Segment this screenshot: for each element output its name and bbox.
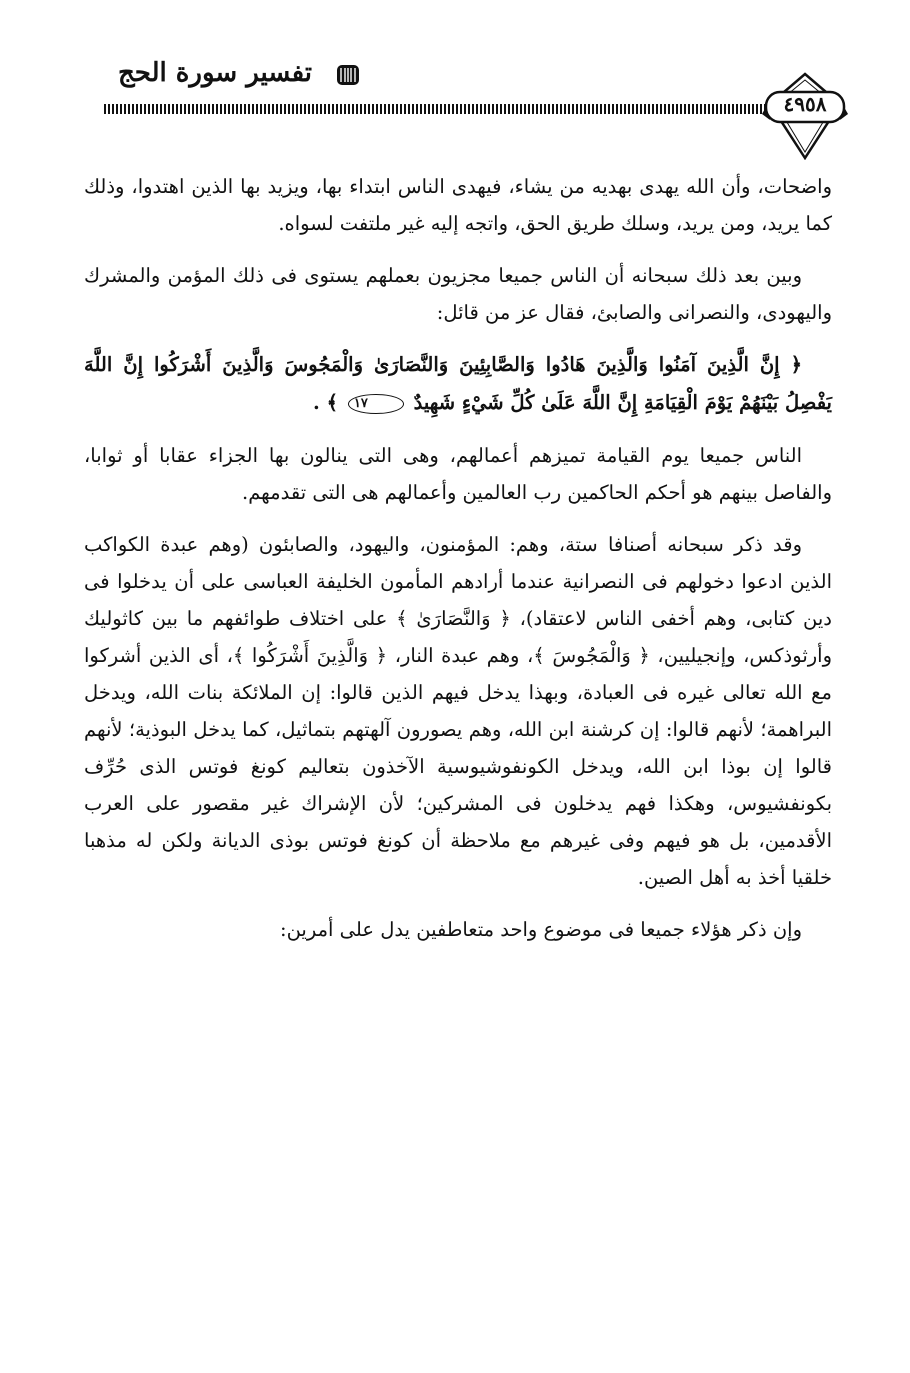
paragraph-two-matters: وإن ذكر هؤلاء جميعا فى موضوع واحد متعاطفين يدل على أمرين: xyxy=(280,918,802,941)
body-text xyxy=(84,168,832,963)
page-number: ٤٩٥٨ xyxy=(783,92,827,116)
ayah-number: ١٧ xyxy=(348,394,404,414)
quran-verse xyxy=(84,346,832,422)
running-header-title: تفسير سورة الحج xyxy=(118,58,312,88)
paragraph-six-groups: وقد ذكر سبحانه أصنافا ستة، وهم: المؤمنون، واليهود، والصابئون (وهم عبدة الكواكب الذين ادعوا دخولهم فى النصرانية عندما أرادهم المأمون الخليفة العباسى على أن يدخلوا فى دين كتابى، وهم أخفى الناس لاعتقاد)، ﴿ وَالنَّصَارَىٰ ﴾ على اختلاف طوائفهم ما بين كاثوليك وأرثوذكس، وإنجيليين، ﴿ وَالْمَجُوسَ ﴾، وهم عبدة النار، ﴿ وَالَّذِينَ أَشْرَكُوا ﴾، أى الذين أشركوا مع الله تعالى غيره فى العبادة، وبهذا يدخل فيهم الذين قالوا: إن الملائكة بنات الله، ويدخل البراهمة؛ لأنهم قالوا: إن كرشنة ابن الله، وهم يصورون آلهتهم بتماثيل، كما يدخل البوذية؛ لأنهم قالوا إن بوذا ابن الله، ويدخل الكونفوشيوسية الآخذون بتعاليم كونغ فوتس الذى حُرِّف بكونفشيوس، وهكذا فهم يدخلون فى المشركين؛ لأن الإشراك غير مقصور على العرب الأقدمين، بل هو فيهم وفى غيرهم مع ملاحظة أن كونغ فوتس بوذى الديانة ولكن له مذهبا خلقيا أخذ به أهل الصين. xyxy=(84,533,832,889)
verse-closing: ﴾ . xyxy=(313,391,339,414)
paragraph-continued: واضحات، وأن الله يهدى بهديه من يشاء، فيهدى الناس ابتداء بها، ويزيد بها الذين اهتدوا، وذلك كما يريد، ومن يريد، وسلك طريق الحق، واتجه إليه غير ملتفت لسواه. xyxy=(84,175,832,235)
rosette-icon xyxy=(335,64,361,86)
paragraph-commentary: الناس جميعا يوم القيامة تميزهم أعمالهم، وهى التى ينالون بها الجزاء عقابا أو ثوابا، والفاصل بينهم هو أحكم الحاكمين رب العالمين وأعمالهم هى التى تقدمهم. xyxy=(84,444,832,504)
header-rule xyxy=(104,104,768,114)
verse-text: ﴿ إِنَّ الَّذِينَ آمَنُوا وَالَّذِينَ هَادُوا وَالصَّابِئِينَ وَالنَّصَارَىٰ وَالْمَجُوسَ وَالَّذِينَ أَشْرَكُوا إِنَّ اللَّهَ يَفْصِلُ بَيْنَهُمْ يَوْمَ الْقِيَامَةِ إِنَّ اللَّهَ عَلَىٰ كُلِّ شَيْءٍ شَهِيدٌ xyxy=(84,353,832,414)
page-number-frame xyxy=(762,72,848,160)
paragraph-intro-verse: وبين بعد ذلك سبحانه أن الناس جميعا مجزيون بعملهم يستوى فى ذلك المؤمن والمشرك واليهودى، والنصرانى والصابئ، فقال عز من قائل: xyxy=(84,264,832,324)
